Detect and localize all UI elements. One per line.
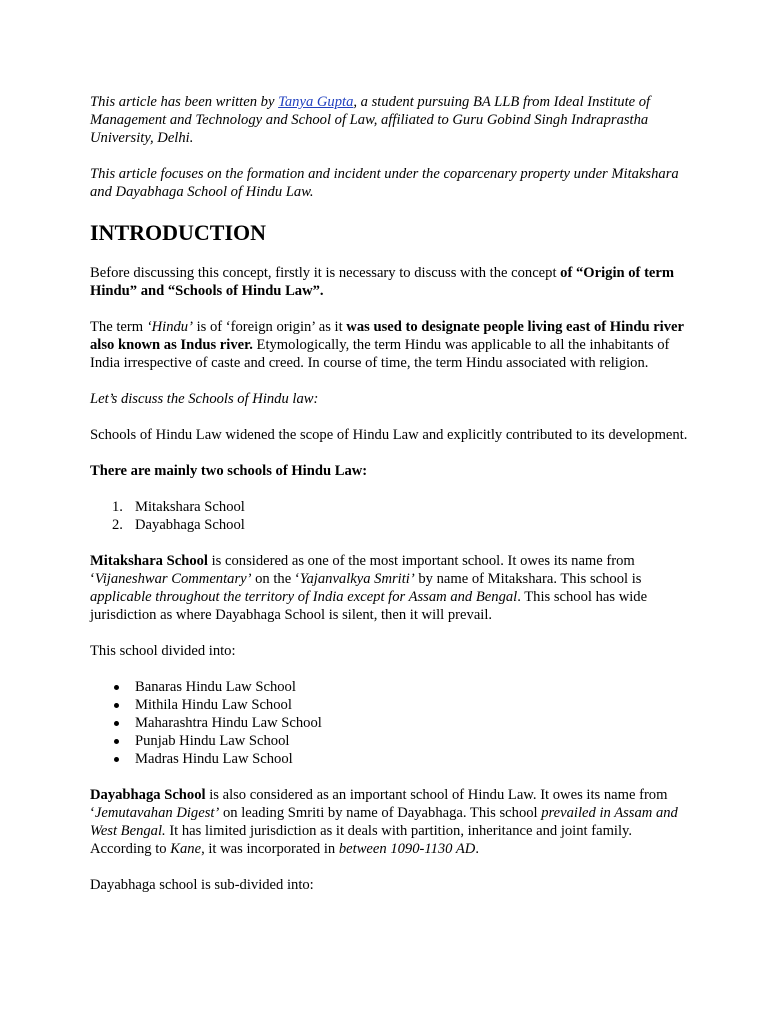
two-schools-heading: There are mainly two schools of Hindu Law: bbox=[90, 463, 368, 479]
byline-prefix: This article has been written by bbox=[90, 94, 279, 110]
list-number: 1. bbox=[112, 499, 123, 515]
schools-list bbox=[90, 498, 690, 534]
schools-scope-paragraph: Schools of Hindu Law widened the scope of Hindu Law and explicitly contributed to its development. bbox=[90, 427, 688, 443]
section-heading: INTRODUCTION bbox=[90, 220, 267, 245]
italic-span: Yajanvalkya Smriti’ bbox=[299, 571, 415, 587]
text-span: on the ‘ bbox=[251, 571, 300, 587]
intro-text: Before discussing this concept, firstly it is necessary to discuss with the concept bbox=[90, 265, 561, 281]
italic-span: ‘Hindu’ bbox=[146, 319, 193, 335]
schools-lead-paragraph: Let’s discuss the Schools of Hindu law: bbox=[90, 391, 319, 407]
bullet-icon bbox=[114, 685, 119, 690]
bullet-icon bbox=[114, 739, 119, 744]
italic-span: between 1090-1130 AD bbox=[338, 841, 476, 857]
italic-span: Jemutavahan Digest’ bbox=[94, 805, 220, 821]
list-item-label: Dayabhaga School bbox=[135, 517, 245, 533]
italic-span: Kane bbox=[170, 841, 202, 857]
list-item bbox=[90, 732, 690, 750]
italic-span: Vijaneshwar Commentary’ bbox=[94, 571, 252, 587]
intro-paragraph bbox=[90, 264, 690, 300]
list-item-label: Punjab Hindu Law School bbox=[135, 733, 290, 749]
list-item bbox=[90, 678, 690, 696]
italic-span: prevailed in Assam and West Bengal. bbox=[90, 805, 678, 839]
focus-paragraph: This article focuses on the formation and incident under the coparcenary property under Mitakshara and Dayabhaga School of Hindu Law. bbox=[90, 166, 679, 200]
byline-suffix: , a student pursuing BA LLB from Ideal Institute of Management and Technology and School of Law, affiliated to Guru Gobind Singh Indraprastha University, Delhi. bbox=[90, 94, 651, 146]
list-number: 2. bbox=[112, 517, 123, 533]
list-item-label: Mithila Hindu Law School bbox=[135, 697, 292, 713]
subschools-list bbox=[90, 678, 690, 768]
text-span: The term bbox=[90, 319, 147, 335]
bold-span: Dayabhaga School bbox=[90, 787, 206, 803]
article-body bbox=[90, 93, 690, 894]
list-item-label: Mitakshara School bbox=[135, 499, 245, 515]
divided-into-paragraph: This school divided into: bbox=[90, 643, 236, 659]
text-span: . bbox=[475, 841, 479, 857]
author-link[interactable]: Tanya Gupta bbox=[278, 94, 354, 110]
text-span: Etymologically, the term Hindu was applicable to all the inhabitants of India irrespective of caste and creed. In course of time, the term Hindu associated with religion. bbox=[90, 337, 670, 371]
list-item bbox=[90, 696, 690, 714]
hindu-origin-paragraph bbox=[90, 318, 690, 372]
bullet-icon bbox=[114, 757, 119, 762]
text-span: It has limited jurisdiction as it deals with partition, inheritance and joint family. According to bbox=[90, 823, 633, 857]
bold-span: was used to designate people living east of Hindu river also known as Indus river. bbox=[90, 319, 684, 353]
list-item bbox=[90, 750, 690, 768]
bullet-icon bbox=[114, 703, 119, 708]
bullet-icon bbox=[114, 721, 119, 726]
text-span: is considered as one of the most important school. It owes its name from ‘ bbox=[90, 553, 635, 587]
dayabhaga-paragraph bbox=[90, 786, 690, 858]
list-item-label: Banaras Hindu Law School bbox=[135, 679, 296, 695]
list-item bbox=[90, 516, 690, 534]
intro-bold-text: of “Origin of term Hindu” and “Schools of Hindu Law”. bbox=[90, 265, 675, 299]
text-span: . This school has wide jurisdiction as where Dayabhaga School is silent, then it will prevail. bbox=[90, 589, 648, 623]
sub-divided-paragraph: Dayabhaga school is sub-divided into: bbox=[90, 877, 314, 893]
text-span: is of ‘foreign origin’ as it bbox=[192, 319, 347, 335]
list-item bbox=[90, 714, 690, 732]
list-item-label: Madras Hindu Law School bbox=[135, 751, 293, 767]
mitakshara-paragraph bbox=[90, 552, 690, 624]
byline-paragraph bbox=[90, 93, 690, 147]
italic-span: applicable throughout the territory of India except for Assam and Bengal bbox=[90, 589, 518, 605]
text-span: by name of Mitakshara. This school is bbox=[414, 571, 642, 587]
list-item-label: Maharashtra Hindu Law School bbox=[135, 715, 322, 731]
bold-span: Mitakshara School bbox=[90, 553, 208, 569]
text-span: , it was incorporated in bbox=[201, 841, 339, 857]
text-span: is also considered as an important school of Hindu Law. It owes its name from ‘ bbox=[90, 787, 668, 821]
text-span: on leading Smriti by name of Dayabhaga. This school bbox=[219, 805, 542, 821]
list-item bbox=[90, 498, 690, 516]
